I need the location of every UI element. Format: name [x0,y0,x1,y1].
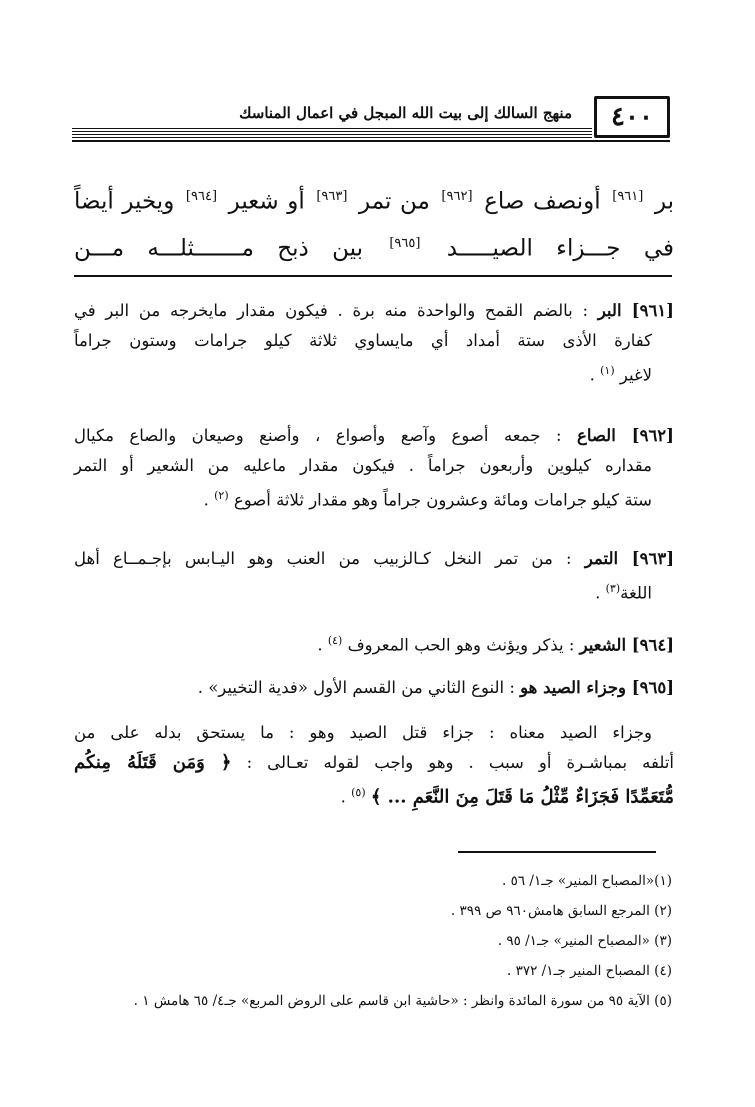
endnote-ref: (٤) [327,634,343,647]
endnote-3: (٣) «المصباح المنير» جـ١/ ٩٥ . [497,933,672,949]
footnote-text: ستة كيلو جرامات ومائة وعشرون جراماً وهو مقدار ثلاثة أصوع [233,490,652,510]
running-header-title: منهج السالك إلى بيت الله المبجل في اعمال المناسك [239,104,572,122]
endnote-5: (٥) الآية ٩٥ من سورة المائدة وانظر : «حاشية ابن قاسم على الروض المربع» جـ٤/ ٦٥ هامش ١ . [133,993,672,1009]
endnote-1: (١)«المصباح المنير» جـ١/ ٥٦ . [502,873,672,889]
main-text-word: ويخير أيضاً [74,188,175,215]
footnote-line [74,626,674,661]
main-text-word: في جـــزاء الصيـــــد [446,235,675,262]
footnote-line [74,296,674,326]
footnote-text: . [595,583,601,603]
endnote-ref: (١) [600,364,615,377]
footnote-line [74,748,674,778]
main-text-word: بر [654,188,675,215]
footnote-label: [٩٦١] البر [597,301,674,320]
main-text-word: بين ذبح مـــــــثلـــه مـــن [74,235,363,262]
footnote-text: : جمعه أصوع وآصع وأصواع ، وأصنع وصيعان والصاع مكيال [74,426,562,445]
footnote-ref-961: [٩٦١] [612,189,644,204]
endnote-ref: (٣) [605,582,621,595]
main-text-word: أو شعير [228,188,305,215]
footnote-text: لاغير [619,365,652,385]
footnote-text: أتلفه بمباشـرة أو سبب . وهو واجب لقوله تعـالى : [246,753,674,772]
footnote-line [74,673,674,703]
footnote-text: : النوع الثاني من القسم الأول «فدية التخيير» . [197,678,515,697]
footnote-ref-963: [٩٦٣] [316,189,348,204]
footnote-text: . [340,787,346,807]
footnote-label: [٩٦٢] الصاع [577,426,674,445]
footnote-line [74,574,674,609]
quran-quote: ﴿ وَمَن قَتَلَهُ مِنكُم [74,752,232,773]
page-number: ٤٠٠ [594,96,670,138]
footnote-text: . [203,490,209,510]
footnote-line [74,544,674,574]
footnote-ref-964: [٩٦٤] [185,189,218,204]
footnote-965 [74,673,674,703]
endnote-4: (٤) المصباح المنير جـ١/ ٣٧٢ . [507,963,672,979]
footnote-965-continuation [74,718,674,813]
footnote-line [74,778,674,813]
footnote-962 [74,421,674,516]
footnote-text: : من تمر النخل كـالزبيب من العنب وهو اليـابس بإجـمــاع أهل [74,549,572,568]
footnote-label: [٩٦٥] وجزاء الصيد هو [520,678,674,697]
main-text-line-1 [74,182,674,217]
footnote-ref-962: [٩٦٢] [441,189,473,204]
header-hatched-rule [72,128,592,138]
footnote-963 [74,544,674,609]
footnote-text: : بالضم القمح والواحدة منه برة . فيكون مقدار مايخرجه من البر في [74,301,589,320]
main-text-divider [74,275,672,277]
footnote-text: اللغة [620,583,652,603]
endnote-ref: (٥) [351,786,366,799]
footnote-text: : يذكر ويؤنث وهو الحب المعروف [347,635,575,655]
main-text-line-2 [74,229,674,264]
footnote-line [74,356,674,391]
footnote-text: . [317,635,323,655]
footnote-964 [74,626,674,661]
footnote-label: [٩٦٣] التمر [584,549,674,568]
endnote-2: (٢) المرجع السابق هامش٩٦٠ ص ٣٩٩ . [450,903,672,919]
endnotes [74,866,672,1016]
footnote-text: . [589,365,595,385]
main-text-word: من تمر [359,188,430,215]
footnote-961 [74,296,674,391]
footnote-label: [٩٦٤] الشعير [579,635,674,655]
quran-quote: مُّتَعَمِّدًا فَجَزَاءٌ مِّثْلُ مَا قَتَلَ مِنَ النَّعَمِ ... ﴾ [370,786,674,808]
footnote-line [74,481,674,516]
header-rule [72,140,670,142]
main-text-word: أونصف صاع [484,188,601,215]
endnote-ref: (٢) [214,489,229,502]
footnote-line: وجزاء الصيد معناه : جزاء قتل الصيد وهو : ما يستحق بدله على من [74,723,652,742]
footnote-line [74,421,674,451]
footnote-ref-965: [٩٦٥] [389,236,421,251]
endnotes-divider [458,851,656,853]
footnote-line: مقداره كيلوين وأربعون جراماً . فيكون مقدار ماعليه من الشعير أو التمر [74,456,652,475]
footnote-line: كفارة الأذى ستة أمداد أي مايساوي ثلاثة كيلو جرامات وستون جراماً [74,331,652,350]
